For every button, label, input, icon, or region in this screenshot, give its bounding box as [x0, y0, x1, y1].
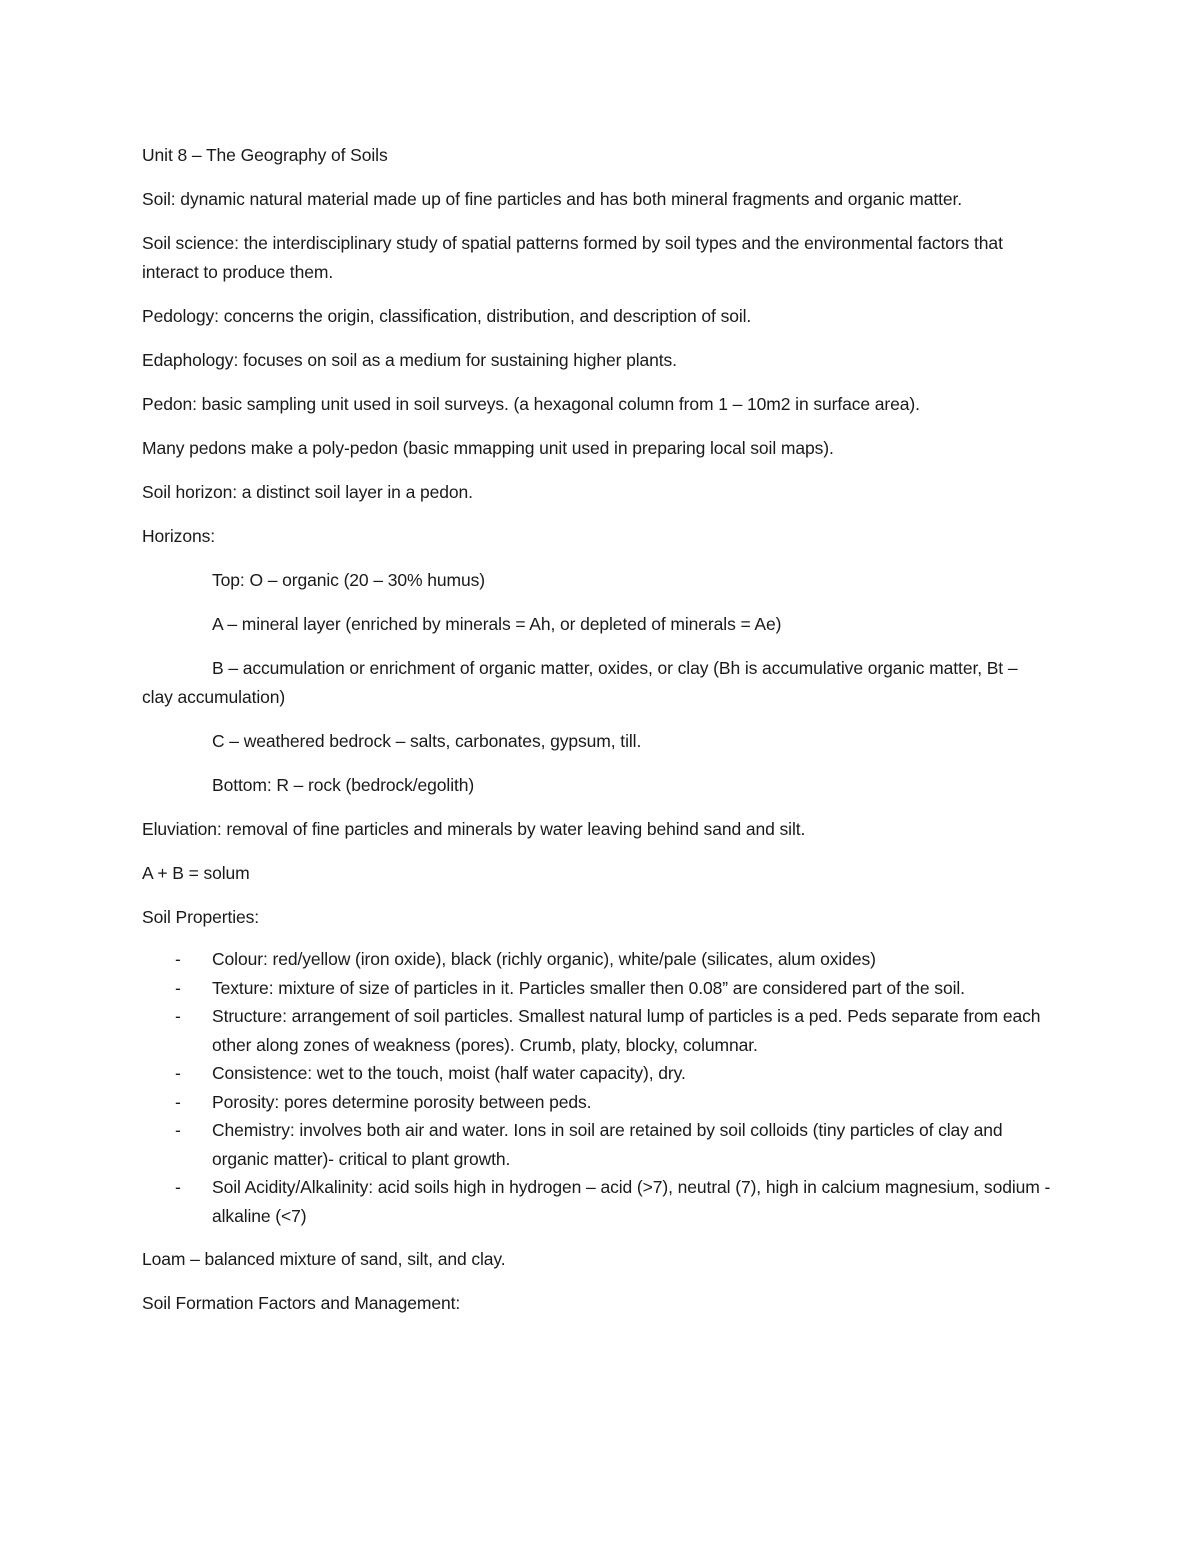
paragraph-soil-horizon: Soil horizon: a distinct soil layer in a pedon. [142, 482, 473, 502]
list-item-text: Colour: red/yellow (iron oxide), black (richly organic), white/pale (silicates, alum oxides) [212, 949, 876, 969]
list-item-text: Consistence: wet to the touch, moist (half water capacity), dry. [212, 1063, 686, 1083]
list-item-acidity [142, 1173, 1052, 1230]
soil-properties-list [142, 945, 1052, 1230]
bullet-dash: - [175, 1063, 181, 1083]
list-item-text: Structure: arrangement of soil particles. Smallest natural lump of particles is a ped. Peds separate from each other along zones of weakness (pores). Crumb, platy, blocky, columnar. [212, 1006, 1041, 1055]
paragraph-edaphology: Edaphology: focuses on soil as a medium for sustaining higher plants. [142, 350, 677, 370]
paragraph-eluviation: Eluviation: removal of fine particles and minerals by water leaving behind sand and silt. [142, 819, 806, 839]
paragraph-soil-science: Soil science: the interdisciplinary study of spatial patterns formed by soil types and the environmental factors that interact to produce them. [142, 233, 1003, 282]
document-title: Unit 8 – The Geography of Soils [142, 145, 388, 165]
bullet-dash: - [175, 1006, 181, 1026]
bullet-dash: - [175, 977, 181, 998]
list-item-porosity [142, 1088, 1052, 1117]
paragraph-pedon: Pedon: basic sampling unit used in soil surveys. (a hexagonal column from 1 – 10m2 in surface area). [142, 394, 920, 414]
list-item-consistence [142, 1059, 1052, 1088]
horizon-a: A – mineral layer (enriched by minerals = Ah, or depleted of minerals = Ae) [212, 614, 782, 634]
paragraph-soil-definition: Soil: dynamic natural material made up of fine particles and has both mineral fragments and organic matter. [142, 189, 963, 209]
list-item-text: Porosity: pores determine porosity between peds. [212, 1091, 592, 1112]
horizon-bottom-r: Bottom: R – rock (bedrock/egolith) [212, 775, 475, 795]
bullet-dash: - [175, 1120, 181, 1140]
bullet-dash: - [175, 1091, 181, 1112]
paragraph-loam: Loam – balanced mixture of sand, silt, and clay. [142, 1249, 506, 1269]
heading-soil-formation: Soil Formation Factors and Management: [142, 1293, 461, 1313]
bullet-dash: - [175, 1177, 181, 1197]
horizon-top-o: Top: O – organic (20 – 30% humus) [212, 570, 485, 590]
list-item-text: Texture: mixture of size of particles in it. Particles smaller then 0.08” are considered part of the soil. [212, 977, 965, 998]
horizon-b: B – accumulation or enrichment of organic matter, oxides, or clay (Bh is accumulative organic matter, Bt – clay accumulation) [142, 658, 1018, 707]
document-body [142, 141, 1052, 1333]
list-item-colour [142, 945, 1052, 974]
paragraph-poly-pedon: Many pedons make a poly-pedon (basic mmapping unit used in preparing local soil maps). [142, 438, 834, 458]
heading-soil-properties: Soil Properties: [142, 907, 260, 927]
list-item-structure [142, 1002, 1052, 1059]
heading-horizons: Horizons: [142, 526, 216, 546]
list-item-text: Chemistry: involves both air and water. Ions in soil are retained by soil colloids (tiny particles of clay and organic matter)- critical to plant growth. [212, 1120, 1003, 1169]
list-item-text: Soil Acidity/Alkalinity: acid soils high in hydrogen – acid (>7), neutral (7), high in calcium magnesium, sodium - alkaline (<7) [212, 1177, 1051, 1226]
bullet-dash: - [175, 949, 181, 969]
horizon-c: C – weathered bedrock – salts, carbonates, gypsum, till. [212, 731, 642, 751]
list-item-chemistry [142, 1116, 1052, 1173]
paragraph-pedology: Pedology: concerns the origin, classification, distribution, and description of soil. [142, 306, 752, 326]
list-item-texture [142, 974, 1052, 1003]
paragraph-solum: A + B = solum [142, 863, 250, 883]
